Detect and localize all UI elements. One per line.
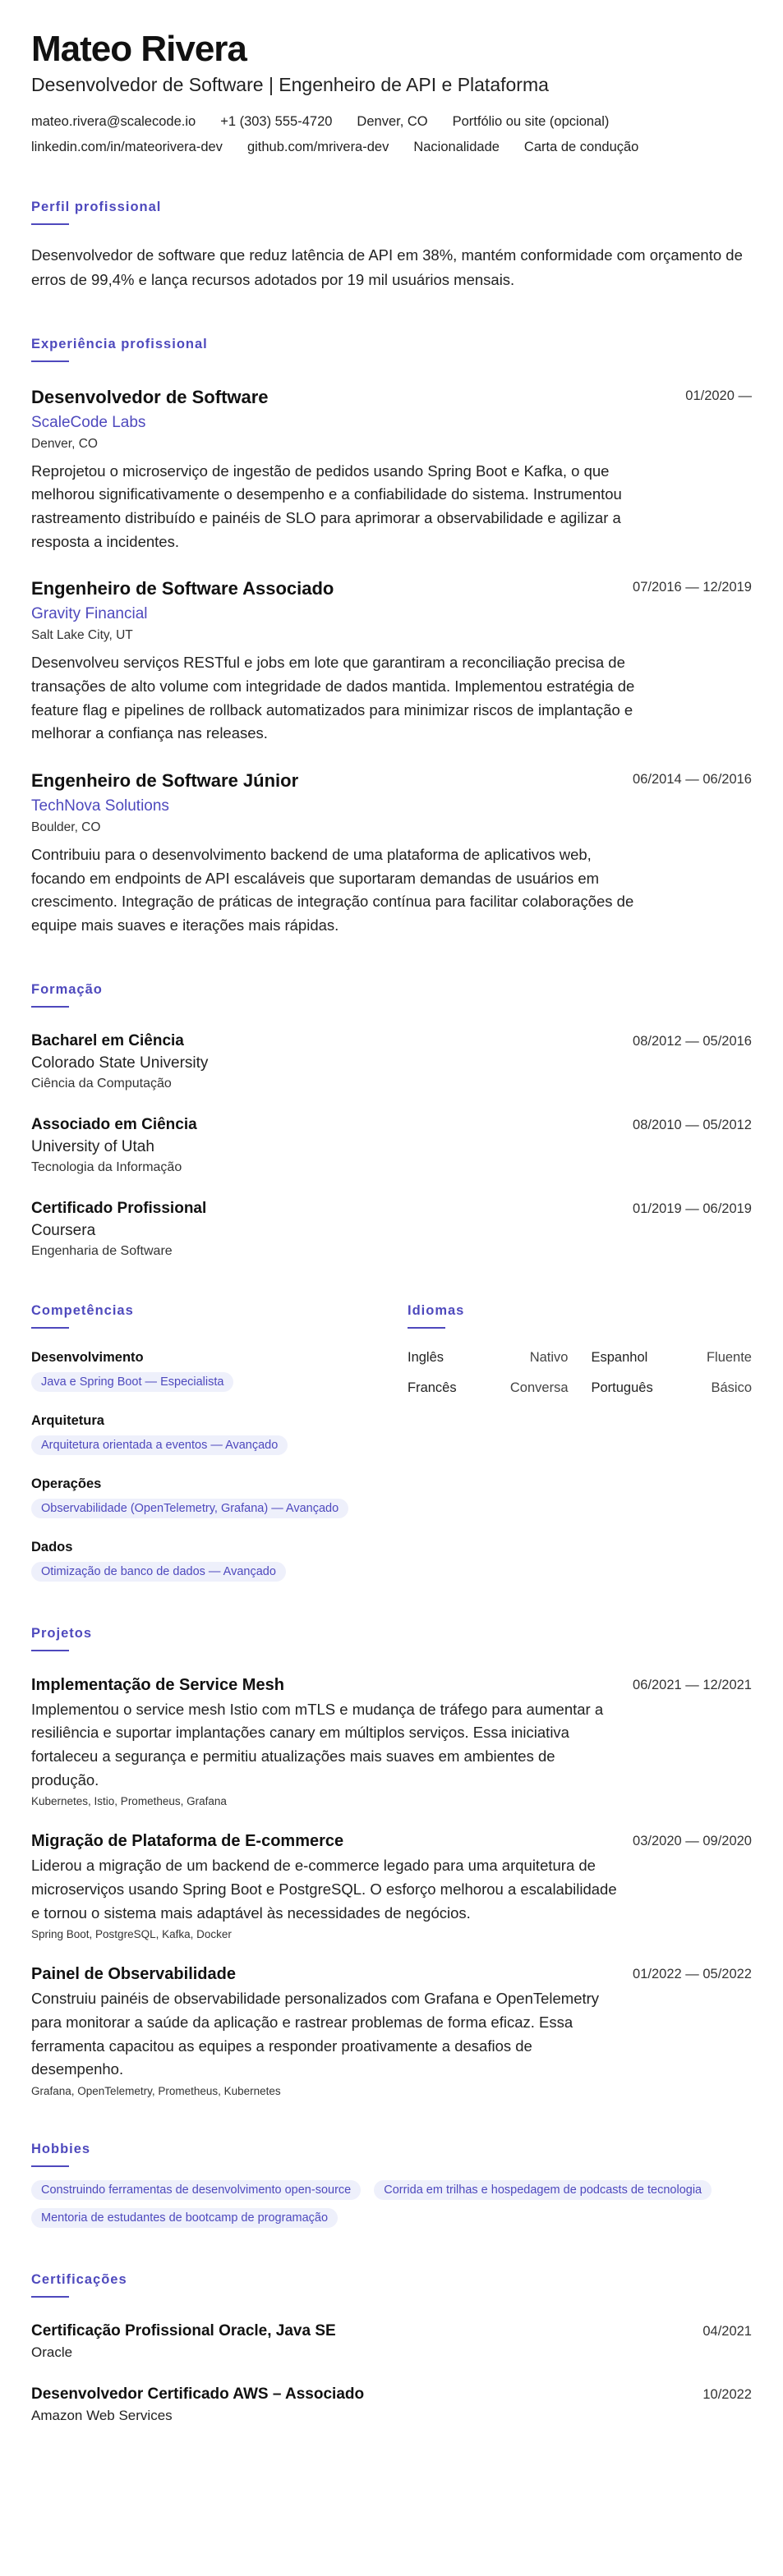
education-degree: Bacharel em Ciência (31, 1031, 184, 1049)
skill-group (31, 1350, 408, 1392)
certification-item (31, 2322, 752, 2361)
hobbies-list (31, 2180, 754, 2228)
section-divider (408, 1327, 445, 1329)
skill-category: Dados (31, 1539, 73, 1554)
hobby-tag: Mentoria de estudantes de bootcamp de programação (31, 2208, 338, 2228)
job-title: Desenvolvedor de Software (31, 386, 269, 407)
hobbies-section (31, 2142, 752, 2228)
education-dates: 01/2019 — 06/2019 (633, 1201, 752, 1216)
experience-item (31, 387, 752, 554)
certifications-section (31, 2272, 752, 2424)
education-item (31, 1116, 752, 1175)
section-title-experience: Experiência profissional (31, 336, 208, 351)
job-location: Boulder, CO (31, 820, 101, 834)
language-name: Inglês (408, 1349, 444, 1365)
job-dates: 06/2014 — 06/2016 (633, 771, 752, 787)
contact-linkedin[interactable]: linkedin.com/in/mateorivera-dev (31, 140, 223, 155)
language-name: Francês (408, 1380, 457, 1395)
skill-tag: Otimização de banco de dados — Avançado (31, 1562, 286, 1582)
certification-issuer: Oracle (31, 2344, 73, 2361)
project-description: Liderou a migração de um backend de e-commerce legado para uma arquitetura de microserviços usando Spring Boot e PostgreSQL. O esforço melhorou a escalabilidade e tornou o sistema mais adaptável às necessidades de negócios. (31, 1857, 617, 1922)
section-title-profile: Perfil profissional (31, 200, 162, 215)
project-item (31, 1965, 752, 2097)
contact-phone[interactable]: +1 (303) 555-4720 (220, 114, 333, 130)
experience-section (31, 337, 752, 938)
section-title-hobbies: Hobbies (31, 2142, 91, 2157)
language-item (592, 1380, 753, 1396)
section-divider (31, 1327, 69, 1329)
language-level: Fluente (706, 1349, 752, 1365)
projects-section (31, 1626, 752, 2097)
project-dates: 06/2021 — 12/2021 (633, 1677, 752, 1692)
education-item (31, 1200, 752, 1259)
skills-languages-row (31, 1303, 752, 1582)
section-divider (31, 2296, 69, 2298)
contact-portfolio[interactable]: Portfólio ou site (opcional) (452, 114, 610, 130)
skill-tag: Java e Spring Boot — Especialista (31, 1372, 233, 1392)
certification-issuer: Amazon Web Services (31, 2408, 173, 2424)
section-title-certifications: Certificações (31, 2272, 127, 2288)
language-level: Nativo (529, 1349, 569, 1365)
job-title: Engenheiro de Software Associado (31, 578, 334, 599)
certification-name: Certificação Profissional Oracle, Java SE (31, 2322, 336, 2340)
project-title: Painel de Observabilidade (31, 1965, 236, 1984)
job-company: TechNova Solutions (31, 797, 169, 815)
certification-date: 10/2022 (702, 2387, 752, 2403)
project-item (31, 1676, 752, 1808)
job-company: ScaleCode Labs (31, 413, 146, 431)
section-title-skills: Competências (31, 1302, 134, 1318)
education-section (31, 982, 752, 1259)
contact-location: Denver, CO (357, 114, 428, 130)
education-institution: University of Utah (31, 1137, 154, 1155)
section-title-languages: Idiomas (408, 1302, 465, 1318)
experience-item (31, 770, 752, 938)
language-item (408, 1380, 569, 1396)
languages-grid (408, 1350, 752, 1396)
contact-driving-license: Carta de condução (523, 140, 639, 155)
education-field: Tecnologia da Informação (31, 1159, 182, 1174)
certification-name: Desenvolvedor Certificado AWS – Associado (31, 2385, 365, 2404)
hobby-tag: Construindo ferramentas de desenvolvimento open-source (31, 2180, 361, 2200)
contact-info (31, 114, 672, 155)
job-location: Salt Lake City, UT (31, 628, 133, 643)
project-description: Implementou o service mesh Istio com mTLS e mudança de tráfego para aumentar a resiliência e suportar implantações canary em múltiplos serviços. Essa iniciativa fortaleceu a segurança e permitiu atualizações mais suaves em ambientes de produção. (31, 1700, 604, 1789)
contact-email[interactable]: mateo.rivera@scalecode.io (31, 114, 196, 130)
job-description: Desenvolveu serviços RESTful e jobs em lote que garantiram a reconciliação precisa de transações de alto volume com integridade de dados mantida. Implementou estratégia de feature flag e pipelines de rollback automatizados para minimizar riscos de implantação e melhorar a confiança nas releases. (31, 654, 635, 742)
skill-tag: Observabilidade (OpenTelemetry, Grafana) — Avançado (31, 1499, 348, 1518)
education-dates: 08/2010 — 05/2012 (633, 1117, 752, 1132)
language-item (592, 1350, 753, 1366)
certification-date: 04/2021 (702, 2324, 752, 2340)
education-dates: 08/2012 — 05/2016 (633, 1033, 752, 1049)
section-divider (31, 223, 69, 225)
skill-category: Desenvolvimento (31, 1349, 144, 1365)
candidate-headline: Desenvolvedor de Software | Engenheiro de API e Plataforma (31, 74, 549, 96)
section-divider (31, 360, 69, 362)
skill-group (31, 1413, 408, 1455)
language-level: Conversa (509, 1380, 569, 1395)
project-title: Migração de Plataforma de E-commerce (31, 1832, 344, 1851)
project-dates: 01/2022 — 05/2022 (633, 1967, 752, 1982)
language-name: Português (591, 1380, 653, 1395)
job-dates: 01/2020 — (685, 388, 752, 403)
section-divider (31, 2165, 69, 2167)
job-description: Contribuiu para o desenvolvimento backend de uma plataforma de aplicativos web, focando em endpoints de API escaláveis que suportaram demandas de usuários em crescimento. Integração de práticas de integração contínua para facilitar colaborações de equipe mais suaves e iterações mais rápidas. (31, 845, 634, 934)
job-dates: 07/2016 — 12/2019 (633, 580, 752, 595)
section-divider (31, 1006, 69, 1008)
education-field: Ciência da Computação (31, 1076, 172, 1091)
project-dates: 03/2020 — 09/2020 (633, 1834, 752, 1849)
skill-tag: Arquitetura orientada a eventos — Avançado (31, 1435, 288, 1455)
language-item (408, 1350, 569, 1366)
project-tech: Kubernetes, Istio, Prometheus, Grafana (31, 1795, 227, 1808)
project-tech: Spring Boot, PostgreSQL, Kafka, Docker (31, 1928, 232, 1941)
languages-section (408, 1303, 752, 1582)
skills-section (31, 1303, 408, 1582)
skill-category: Arquitetura (31, 1412, 104, 1428)
language-level: Básico (711, 1380, 752, 1395)
project-title: Implementação de Service Mesh (31, 1675, 284, 1694)
education-field: Engenharia de Software (31, 1243, 173, 1258)
project-item (31, 1832, 752, 1940)
experience-item (31, 578, 752, 746)
project-description: Construiu painéis de observabilidade personalizados com Grafana e OpenTelemetry para monitorar a saúde da aplicação e rastrear problemas de forma eficaz. Essa ferramenta capacitou as equipes a responder proativamente a desafios de desempenho. (31, 1990, 600, 2078)
certification-item (31, 2385, 752, 2424)
education-institution: Coursera (31, 1221, 96, 1239)
contact-github[interactable]: github.com/mrivera-dev (246, 140, 389, 155)
contact-nationality: Nacionalidade (413, 140, 500, 155)
section-title-projects: Projetos (31, 1625, 93, 1641)
job-title: Engenheiro de Software Júnior (31, 769, 299, 791)
language-name: Espanhol (591, 1349, 648, 1365)
skill-group (31, 1540, 408, 1582)
skill-category: Operações (31, 1476, 102, 1491)
job-location: Denver, CO (31, 436, 98, 451)
section-divider (31, 1650, 69, 1651)
job-company: Gravity Financial (31, 605, 148, 623)
profile-summary: Desenvolvedor de software que reduz latência de API em 38%, mantém conformidade com orçamento de erros de 99,4% e lança recursos adotados por 19 mil usuários mensais. (31, 246, 743, 288)
hobby-tag: Corrida em trilhas e hospedagem de podcasts de tecnologia (374, 2180, 712, 2200)
education-item (31, 1032, 752, 1091)
project-tech: Grafana, OpenTelemetry, Prometheus, Kubernetes (31, 2085, 281, 2098)
skill-group (31, 1476, 408, 1518)
education-degree: Associado em Ciência (31, 1115, 197, 1133)
education-degree: Certificado Profissional (31, 1199, 207, 1217)
profile-section (31, 200, 752, 292)
candidate-name: Mateo Rivera (31, 29, 246, 69)
education-institution: Colorado State University (31, 1054, 209, 1072)
job-description: Reprojetou o microserviço de ingestão de pedidos usando Spring Boot e Kafka, o que melhorou significativamente o desempenho e a confiabilidade do sistema. Instrumentou rastreamento distribuído e painéis de SLO para aprimorar a observabilidade e agilizar a resposta a incidentes. (31, 461, 622, 550)
section-title-education: Formação (31, 981, 103, 997)
